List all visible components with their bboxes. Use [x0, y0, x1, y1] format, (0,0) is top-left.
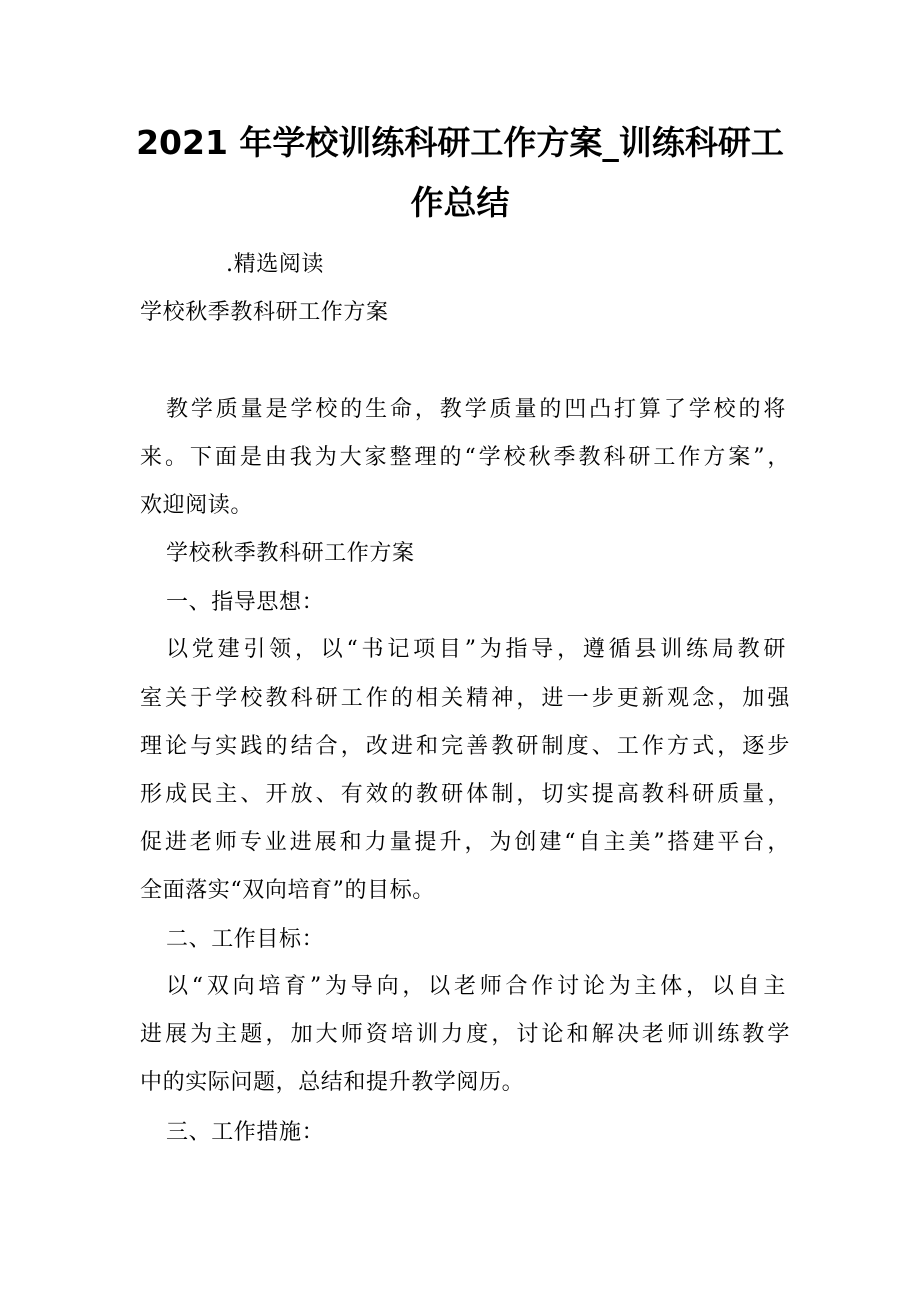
section-heading: 二、工作目标：	[166, 927, 325, 952]
paragraph-line: 中的实际问题，总结和提升教学阅历。	[140, 1070, 525, 1095]
paragraph-line: 理论与实践的结合，改进和完善教研制度、工作方式，逐步	[140, 734, 790, 759]
subtitle: 学校秋季教科研工作方案	[140, 300, 389, 325]
paragraph-line: 进展为主题，加大师资培训力度，讨论和解决老师训练教学	[140, 1022, 790, 1047]
document-title	[120, 113, 800, 233]
paragraph-intro-line: 来。下面是由我为大家整理的“学校秋季教科研工作方案”，	[140, 445, 790, 470]
section-heading: 学校秋季教科研工作方案	[166, 541, 415, 566]
title-line-1: 2021 年学校训练科研工作方案_训练科研工	[136, 123, 784, 162]
paragraph-intro-line: 教学质量是学校的生命，教学质量的凹凸打算了学校的将	[166, 397, 786, 422]
paragraph-line: 全面落实“双向培育”的目标。	[140, 878, 435, 903]
paragraph-line: 促进老师专业进展和力量提升，为创建“自主美”搭建平台，	[140, 830, 790, 855]
title-line-2: 作总结	[410, 183, 510, 222]
section-heading: 三、工作措施：	[166, 1120, 325, 1145]
paragraph-line: 室关于学校教科研工作的相关精神，进一步更新观念，加强	[140, 686, 790, 711]
selected-reading-label: .精选阅读	[226, 252, 324, 277]
paragraph-line: 形成民主、开放、有效的教研体制，切实提高教科研质量，	[140, 782, 790, 807]
paragraph-line: 以党建引领，以“书记项目”为指导，遵循县训练局教研	[166, 637, 786, 662]
section-heading: 一、指导思想：	[166, 590, 325, 615]
paragraph-intro-line: 欢迎阅读。	[140, 493, 254, 518]
paragraph-line: 以“双向培育”为导向，以老师合作讨论为主体，以自主	[166, 974, 786, 999]
